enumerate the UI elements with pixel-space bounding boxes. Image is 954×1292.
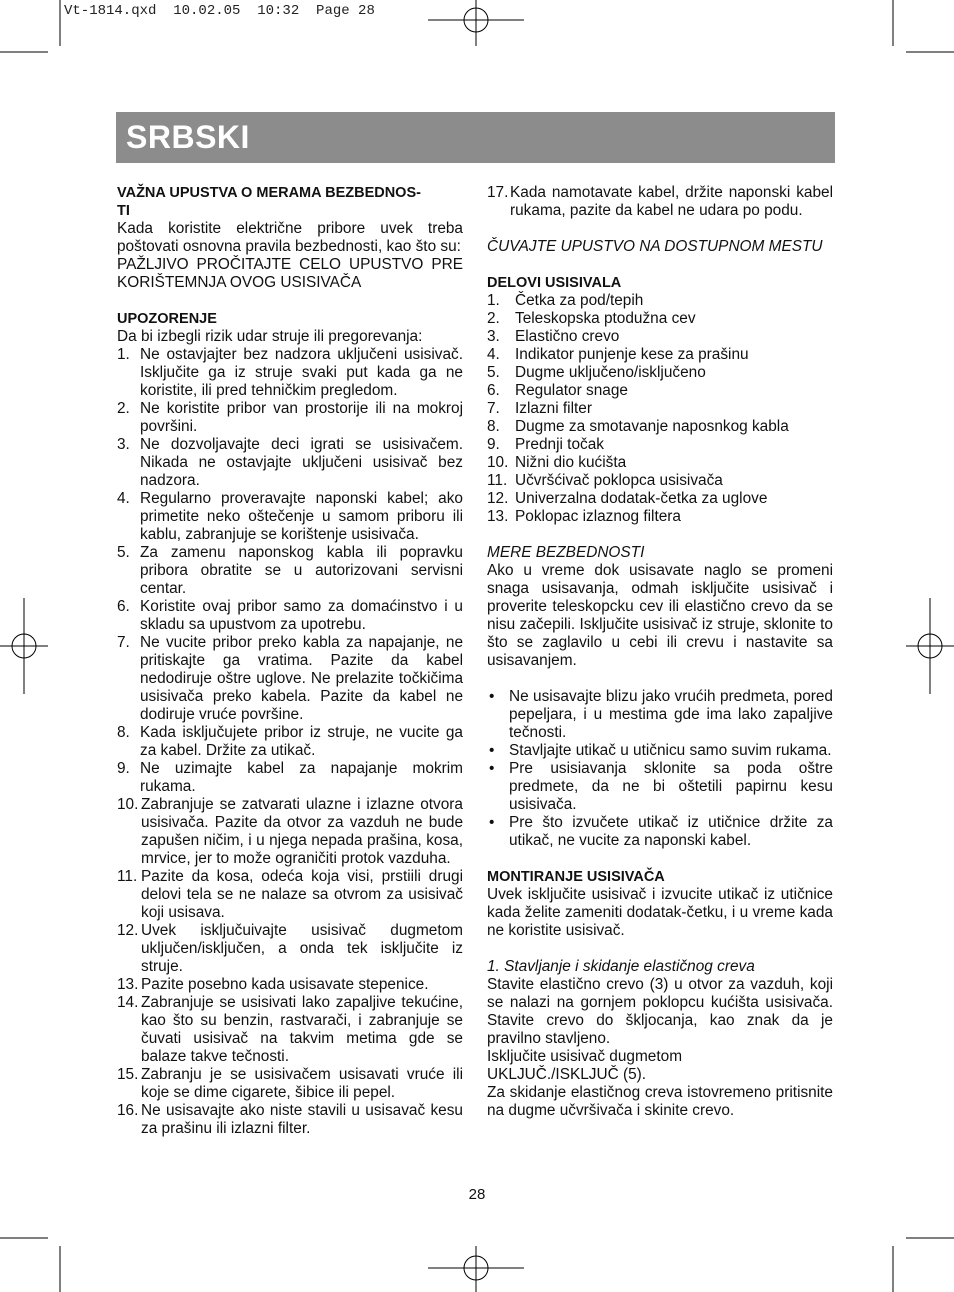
right-column [487,184,833,1120]
warning-intro: Da bi izbegli rizik udar struje ili pregorevanja: [117,328,423,345]
list-item: 15. Zabranju je se usisivačem usisavati vruće ili koje se dime cigarete, šibice ili pepel. [117,1066,463,1101]
list-item: 4. Regularno proveravajte naponski kabel; ako primetite neko oštečenje u samom priboru ili kablu, zabranjuje se korištenje usisivača. [117,490,463,543]
safety-measures-text: Ako u vreme dok usisavate naglo se promeni snaga usisavanja, odmah isključite usisivač i proverite teleskopcku cev ili elastično crevo da se nisu začepili. Isključite usisivač iz struje, sklonite to što se zaglavilo u cebi ili crevu i nastavite sa usisavanjem. [487,562,833,669]
list-item: 5. Za zamenu naponskog kabla ili popravku pribora obratite se u autorizovani servisni centar. [117,544,463,597]
safety-intro: Kada koristite električne pribore uvek treba poštovati osnovna pravila bezbednosti, kao što su: [117,220,463,255]
safety-measures-heading: MERE BEZBEDNOSTI [487,544,645,561]
list-item: • Pre što izvučete utikač iz utičnice držite za utikač, ne vucite za naponski kabel. [489,814,833,849]
assembly-heading: MONTIRANJE USISIVAČA [487,869,665,885]
list-item: 6. Koristite ovaj pribor samo za domaćinstvo i u skladu sa upustvom za upotrebu. [117,598,463,633]
hose-text: UKLJUČ./ISKLJUČ (5). [487,1066,647,1083]
list-item: 3. Ne dozvoljavajte deci igrati se usisivačem. Nikada ne ostavjajte uključeni usisivač bez nadzora. [117,436,463,489]
list-item: 2. Ne koristite pribor van prostorije ili na mokroj površini. [117,400,463,435]
list-item: 7. Ne vucite pribor preko kabla za napajanje, ne pritiskajte ga vratima. Pazite da kabel nedodiruje oštre uglove. Ne prelazite točkičima usisivača preko kabela. Pazite da kabel ne dodiruje vruće površine. [117,634,463,723]
bullet-icon: • [489,688,495,705]
assembly-intro: Uvek isključite usisivač i izvucite utikač iz utičnice kada želite zameniti dodatak-četku, i u vreme kada ne koristite usisivač. [487,886,833,939]
parts-list [487,292,833,526]
list-item: 2. Teleskopska ptodužna cev [487,310,696,327]
parts-heading: DELOVI USISIVALA [487,275,622,291]
list-item: 11. Pazite da kosa, odeća koja visi, prstiili drugi delovi tela se ne nalaze sa otvrom za usisivač koji usisava. [117,868,463,921]
bullet-icon: • [489,742,495,759]
hose-text: Stavite elastično crevo (3) u otvor za vazduh, koji se nalazi na gornjem poklopcu kućišta usisivača. Stavite crevo do škljocanja, kao znak da je pravilno stavljeno. [487,976,833,1047]
list-item: 10. Nižni dio kućišta [487,454,627,471]
list-item: 13. Pazite posebno kada usisavate stepenice. [117,976,429,993]
list-item: 14. Zabranjuje se usisivati lako zapaljive tekućine, kao što su benzin, rastvarači, i zabranjuje se čuvati usisivač na takvim metima gde se balaze takve tečnosti. [117,994,463,1065]
page-number: 28 [468,1186,486,1203]
hose-text: Isključite usisivač dugmetom [487,1048,683,1065]
warnings-list [117,346,463,1138]
left-column [117,184,463,1138]
hose-heading: 1. Stavljanje i skidanje elastičnog creva [487,958,755,975]
list-item: • Stavljajte utikač u utičnicu samo suvim rukama. [489,742,832,759]
warning-heading: UPOZORENJE [117,311,217,327]
list-item: 16. Ne usisavajte ako niste stavili u usisavač kesu za prašinu ili izlazni filter. [117,1102,463,1137]
section-banner [116,112,835,163]
safety-heading: VAŽNA UPUSTVA O MERAMA BEZBEDNOS- TI [117,185,421,219]
list-item: 9. Prednji točak [487,436,604,453]
list-item: 7. Izlazni filter [487,400,592,417]
list-item: 11. Učvršćivač poklopca usisivača [487,472,723,489]
read-notice: PAŽLJIVO PROČITAJTE CELO UPUSTVO PRE KORIŠTEMNJA OVOG USISIVAČA [117,256,463,291]
hose-text: Za skidanje elastičnog creva istovremeno pritisnite na dugme učvršivača i skinite crevo. [487,1084,833,1119]
safety-bullets [487,688,833,850]
list-item: 5. Dugme uključeno/isključeno [487,364,706,381]
print-slug: Vt-1814.qxd 10.02.05 10:32 Page 28 [64,3,375,19]
keep-manual-note: ČUVAJTE UPUSTVO NA DOSTUPNOM MESTU [487,238,823,255]
list-item: 6. Regulator snage [487,382,628,399]
bullet-icon: • [489,760,495,777]
list-item: 4. Indikator punjenje kese za prašinu [487,346,749,363]
list-item: 9. Ne uzimajte kabel za napajanje mokrim rukama. [117,760,463,795]
list-item: 1. Ne ostavjajter bez nadzora uključeni usisivač. Isključite ga iz struje svaki put kada ga ne koristite, ili pred tehničkim pregledom. [117,346,463,399]
list-item: 1. Četka za pod/tepih [487,292,644,309]
list-item: 3. Elastično crevo [487,328,620,345]
warnings-list-continued [487,184,833,220]
bullet-icon: • [489,814,495,831]
list-item: 13. Poklopac izlaznog filtera [487,508,681,525]
language-title: SRBSKI [126,119,250,155]
list-item: 12. Univerzalna dodatak-četka za uglove [487,490,768,507]
list-item: 8. Kada isključujete pribor iz struje, ne vucite ga za kabel. Držite za utikač. [117,724,463,759]
list-item: 12. Uvek isključuivajte usisivač dugmetom uključen/isključen, a onda tek isključite iz struje. [117,922,463,975]
list-item: 10. Zabranjuje se zatvarati ulazne i izlazne otvora usisivača. Pazite da otvor za vazduh ne bude zapušen ničim, i u njega nepada prašina, kosa, mrvice, jer to može ograničiti protok vazduha. [117,796,463,867]
list-item: • Pre usisiavanja sklonite sa poda oštre predmete, da ne bi oštetili papirnu kesu usisivača. [489,760,833,813]
list-item: 8. Dugme za smotavanje naposnkog kabla [487,418,789,435]
list-item: 17. Kada namotavate kabel, držite naponski kabel rukama, pazite da kabel ne udara po podu. [487,184,833,219]
list-item: • Ne usisavajte blizu jako vrućih predmeta, pored pepeljara, i u mestima gde ima lako zapaljive tečnosti. [489,688,833,741]
